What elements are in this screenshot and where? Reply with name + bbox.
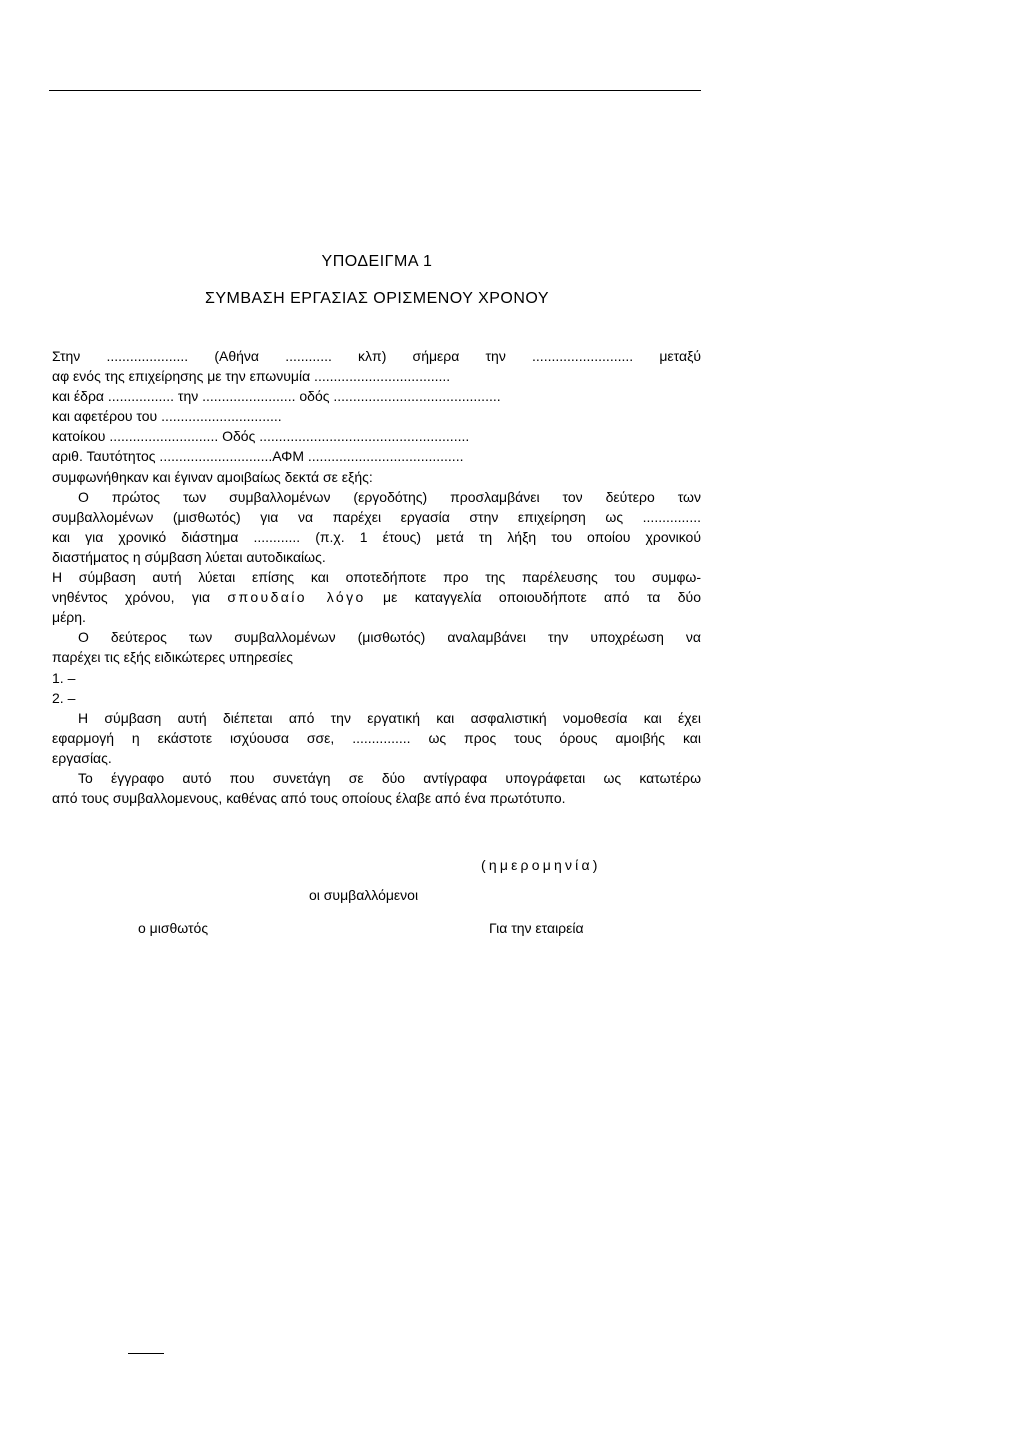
- employee-signature-label: ο μισθωτός: [138, 920, 209, 936]
- parties-label: οι συμβαλλόμενοι: [309, 887, 419, 903]
- body-line: Ο δεύτερος των συμβαλλομένων (μισθωτός) αναλαμβάνει την υποχρέωση να: [78, 629, 701, 646]
- body-line-with-emphasis: [52, 587, 701, 607]
- body-line: εφαρμογή η εκάστοτε ισχύουσα σσε, ............... ως προς τους όρους αμοιβής και: [52, 729, 701, 746]
- company-signature-label: Για την εταιρεία: [489, 920, 584, 936]
- sample-title: ΥΠΟΔΕΙΓΜΑ 1: [321, 253, 433, 270]
- body-line: και έδρα ................. την ........................ οδός ...........................................: [52, 388, 501, 405]
- body-line: αφ ενός της επιχείρησης με την επωνυμία ...................................: [52, 368, 451, 385]
- emphasized-phrase: σπουδαίο λόγο: [227, 589, 366, 606]
- footer-rule: [128, 1353, 164, 1354]
- body-line: από τους συμβαλλομενους, καθένας από τους οποίους έλαβε από ένα πρωτότυπο.: [52, 790, 566, 807]
- body-line: συμβαλλομένων (μισθωτός) για να παρέχει εργασία στην επιχείρηση ως ...............: [52, 508, 701, 525]
- list-item: 1. –: [52, 669, 76, 686]
- body-line: αριθ. Ταυτότητος .............................ΑΦΜ ........................................: [52, 448, 464, 465]
- list-item: 2. –: [52, 689, 76, 706]
- body-line: παρέχει τις εξής ειδικώτερες υπηρεσίες: [52, 649, 294, 666]
- body-line: διαστήματος η σύμβαση λύεται αυτοδικαίως.: [52, 548, 326, 565]
- contract-title: ΣΥΜΒΑΣΗ ΕΡΓΑΣΙΑΣ ΟΡΙΣΜΕΝΟΥ ΧΡΟΝΟΥ: [204, 290, 550, 307]
- body-line: Στην ..................... (Αθήνα ............ κλπ) σήμερα την .......................... μεταξύ: [52, 348, 701, 364]
- body-line: μέρη.: [52, 609, 86, 626]
- body-line: και για χρονικό διάστημα ............ (π.χ. 1 έτους) μετά τη λήξη του οποίου χρονικού: [52, 528, 701, 545]
- body-line: και αφετέρου του ...............................: [52, 408, 282, 425]
- body-line: κατοίκου ............................ Οδός ......................................................: [52, 428, 470, 445]
- body-line: συμφωνήθηκαν και έγιναν αμοιβαίως δεκτά σε εξής:: [52, 468, 373, 485]
- body-line: Ο πρώτος των συμβαλλομένων (εργοδότης) προσλαμβάνει τον δεύτερο των: [78, 488, 701, 505]
- date-label: (ημερομηνία): [481, 857, 601, 873]
- header-rule: [49, 90, 701, 91]
- body-line: Η σύμβαση αυτή λύεται επίσης και οποτεδήποτε προ της παρέλευσης του συμφω-: [52, 569, 701, 586]
- body-line: Η σύμβαση αυτή διέπεται από την εργατική και ασφαλιστική νομοθεσία και έχει: [78, 709, 701, 726]
- body-line: εργασίας.: [52, 749, 112, 766]
- body-line-part: με καταγγελία οποιουδήποτε από τα δύο: [365, 589, 701, 606]
- body-line: Το έγγραφο αυτό που συνετάγη σε δύο αντίγραφα υπογράφεται ως κατωτέρω: [78, 769, 701, 786]
- body-line-part: νηθέντος χρόνου, για: [52, 589, 228, 606]
- contract-body: [52, 346, 701, 808]
